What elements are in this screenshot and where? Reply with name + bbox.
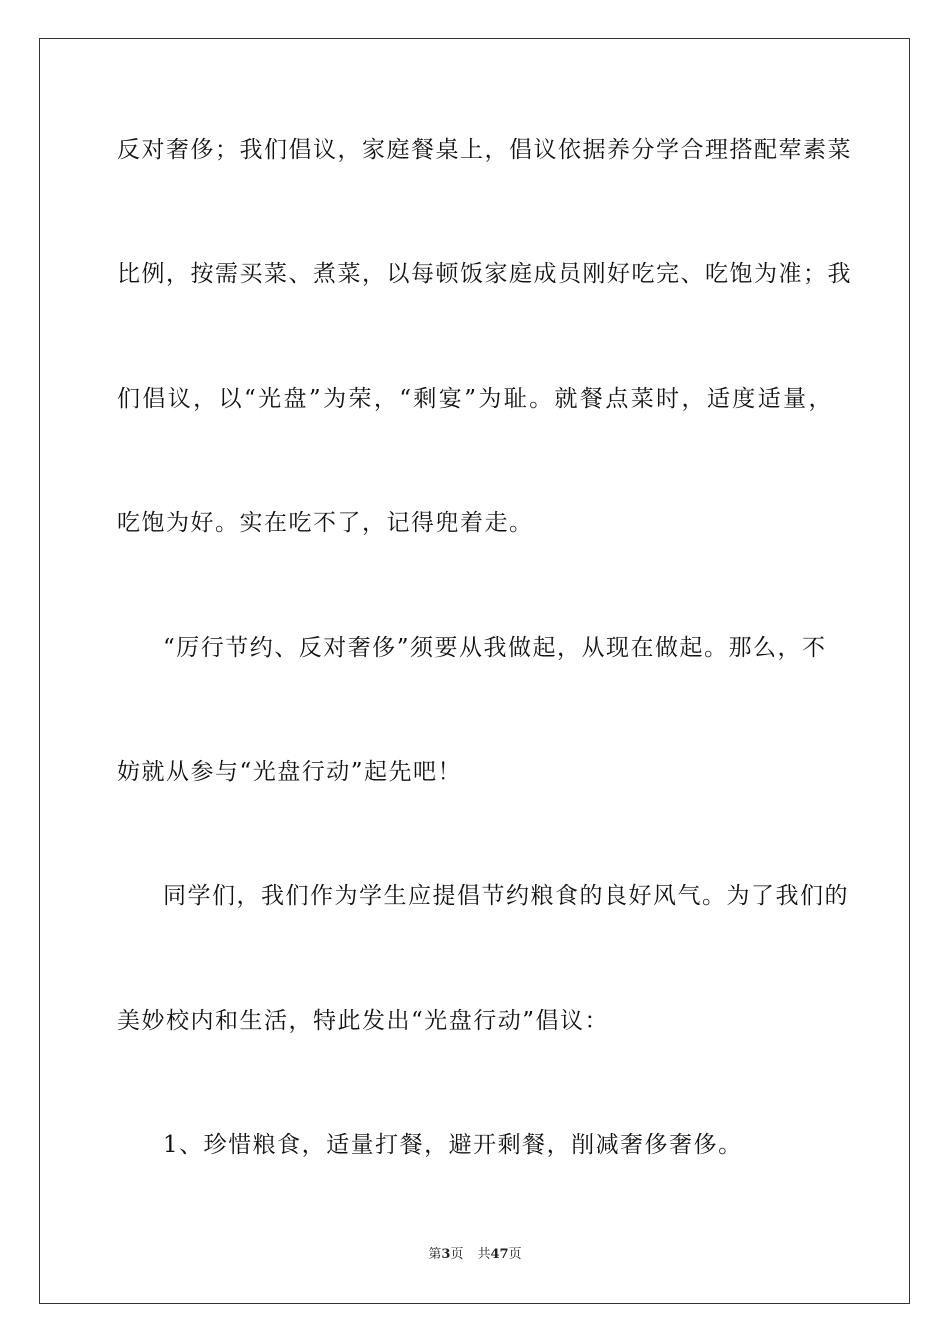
text-line-2: 比例，按需买菜、煮菜，以每顿饭家庭成员刚好吃完、吃饱为准；我 bbox=[117, 261, 852, 287]
page-border bbox=[39, 38, 910, 1304]
total-prefix: 共 bbox=[477, 1247, 491, 1262]
text-line-8: 美妙校内和生活，特此发出“光盘行动”倡议： bbox=[117, 1008, 610, 1034]
text-line-6: 妨就从参与“光盘行动”起先吧！ bbox=[117, 759, 463, 785]
text-line-4: 吃饱为好。实在吃不了，记得兜着走。 bbox=[117, 510, 534, 536]
page-suffix: 页 bbox=[450, 1247, 464, 1262]
total-suffix: 页 bbox=[508, 1247, 522, 1262]
text-line-7: 同学们，我们作为学生应提倡节约粮食的良好风气。为了我们的 bbox=[163, 883, 849, 909]
page-prefix: 第 bbox=[428, 1247, 442, 1262]
text-line-1: 反对奢侈；我们倡议，家庭餐桌上，倡议依据养分学合理搭配荤素菜 bbox=[117, 137, 852, 163]
total-pages: 47 bbox=[490, 1247, 509, 1262]
text-line-9: 1、珍惜粮食，适量打餐，避开剩餐，削减奢侈奢侈。 bbox=[163, 1132, 743, 1158]
page-number: 3 bbox=[441, 1247, 451, 1262]
text-line-5: “厉行节约、反对奢侈”须要从我做起，从现在做起。那么，不 bbox=[163, 635, 827, 661]
page-footer bbox=[0, 1246, 950, 1264]
text-line-3: 们倡议，以“光盘”为荣，“剩宴”为耻。就餐点菜时，适度适量， bbox=[117, 386, 833, 412]
